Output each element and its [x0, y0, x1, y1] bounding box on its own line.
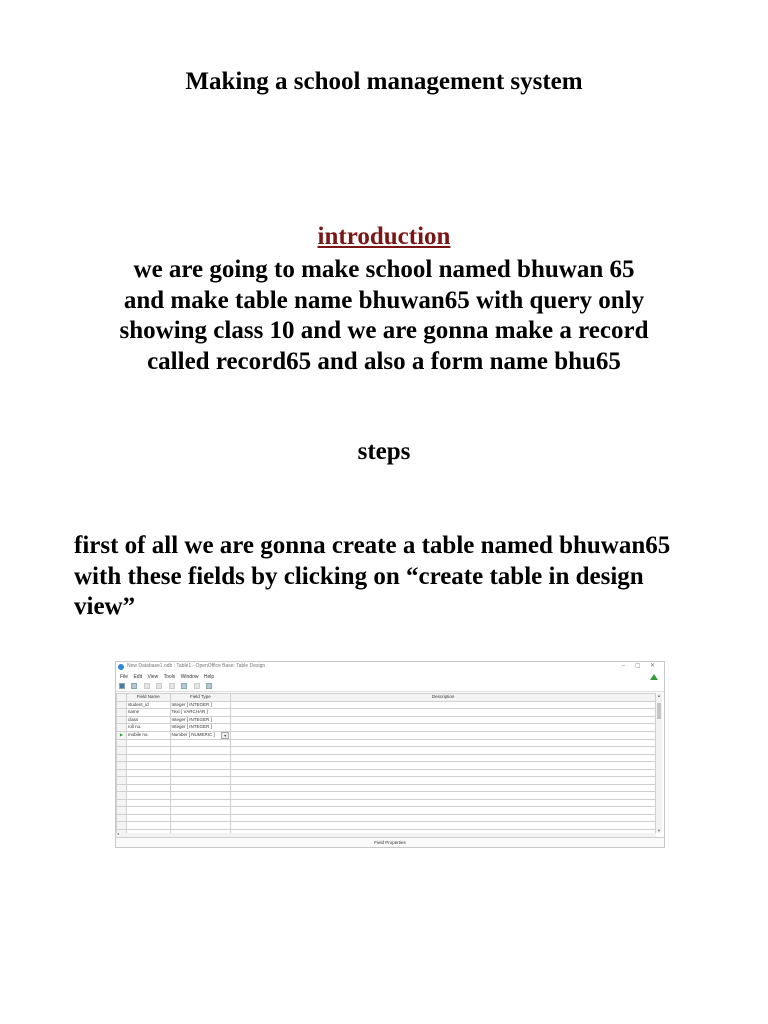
table-row[interactable] — [117, 709, 656, 717]
field-type-cell[interactable] — [170, 799, 231, 807]
field-name-cell[interactable]: roll no. — [126, 724, 170, 732]
scroll-left-icon[interactable]: ◂ — [117, 831, 120, 836]
description-cell[interactable] — [231, 716, 656, 724]
table-row[interactable] — [117, 769, 656, 777]
field-type-cell[interactable]: Integer [ INTEGER ] — [170, 724, 231, 732]
row-selector[interactable] — [117, 807, 127, 815]
intro-line: called record65 and also a form name bhu65 — [147, 347, 621, 375]
row-selector[interactable] — [117, 762, 127, 770]
row-selector[interactable] — [117, 701, 127, 709]
minimize-icon[interactable]: – — [621, 663, 625, 669]
introduction-heading: introduction — [317, 223, 451, 250]
menu-window[interactable]: Window — [180, 674, 199, 680]
table-row[interactable] — [117, 762, 656, 770]
row-selector[interactable] — [117, 784, 127, 792]
table-row[interactable] — [117, 747, 656, 755]
field-type-value: Number [ NUMERIC ] — [171, 731, 215, 737]
field-type-cell[interactable] — [170, 747, 231, 755]
field-type-cell[interactable] — [170, 777, 231, 785]
row-selector[interactable] — [117, 769, 127, 777]
row-selector[interactable] — [117, 724, 127, 732]
description-cell[interactable] — [231, 807, 656, 815]
field-name-cell[interactable] — [126, 799, 170, 807]
row-header-corner — [117, 694, 127, 702]
field-name-cell[interactable] — [126, 747, 170, 755]
menu-help[interactable]: Help — [203, 674, 215, 680]
toolbar — [116, 682, 664, 692]
field-name-cell[interactable]: class — [126, 716, 170, 724]
intro-line: showing class 10 and we are gonna make a record — [119, 317, 649, 344]
description-cell[interactable] — [231, 724, 656, 732]
table-row[interactable] — [117, 784, 656, 792]
cut-icon[interactable] — [144, 683, 150, 689]
row-selector[interactable] — [117, 792, 127, 800]
field-type-cell[interactable] — [170, 731, 231, 739]
description-cell[interactable] — [231, 747, 656, 755]
table-row[interactable] — [117, 724, 656, 732]
app-status-icon — [650, 674, 658, 680]
table-row[interactable] — [117, 799, 656, 807]
description-cell[interactable] — [231, 777, 656, 785]
description-cell[interactable] — [231, 731, 656, 739]
field-type-cell[interactable]: Integer [ INTEGER ] — [170, 716, 231, 724]
intro-line: and make table name bhuwan65 with query only — [123, 286, 645, 314]
field-name-cell[interactable] — [126, 754, 170, 762]
steps-body — [74, 531, 694, 623]
row-selector[interactable] — [117, 709, 127, 717]
table-row[interactable] — [117, 807, 656, 815]
window-title: New Database1.odb : Table1 - OpenOffice Base: Table Design — [127, 663, 266, 669]
field-name-cell[interactable] — [126, 784, 170, 792]
description-cell[interactable] — [231, 701, 656, 709]
field-name-cell[interactable]: student_id — [126, 701, 170, 709]
steps-paragraph: first of all we are gonna create a table named bhuwan65 — [74, 532, 671, 559]
menu-tools[interactable]: Tools — [163, 674, 176, 680]
field-type-cell[interactable] — [170, 784, 231, 792]
table-row[interactable] — [117, 792, 656, 800]
description-cell[interactable] — [231, 814, 656, 822]
row-selector[interactable] — [117, 747, 127, 755]
description-cell[interactable] — [231, 784, 656, 792]
table-row[interactable] — [117, 754, 656, 762]
field-type-cell[interactable] — [170, 814, 231, 822]
field-type-cell[interactable]: Text [ VARCHAR ] — [170, 709, 231, 717]
menu-file[interactable]: File — [120, 674, 129, 680]
field-type-cell[interactable] — [170, 769, 231, 777]
scrollbar-thumb[interactable] — [657, 703, 661, 719]
save-icon[interactable] — [119, 683, 125, 689]
field-type-cell[interactable] — [170, 822, 231, 830]
description-cell[interactable] — [231, 799, 656, 807]
field-name-cell[interactable]: name — [126, 709, 170, 717]
maximize-icon[interactable]: ▢ — [634, 663, 641, 669]
table-row[interactable] — [117, 814, 656, 822]
field-name-cell[interactable] — [126, 769, 170, 777]
steps-heading: steps — [357, 438, 411, 465]
table-row[interactable] — [117, 701, 656, 709]
field-name-cell[interactable] — [126, 777, 170, 785]
row-selector[interactable] — [117, 754, 127, 762]
copy-icon[interactable] — [156, 683, 162, 689]
edit-icon[interactable] — [131, 683, 137, 689]
row-selector[interactable] — [117, 716, 127, 724]
field-type-cell[interactable] — [170, 792, 231, 800]
column-header-description[interactable]: Description — [231, 694, 656, 702]
field-name-cell[interactable] — [126, 792, 170, 800]
chevron-down-icon[interactable]: ▾ — [221, 732, 229, 739]
table-design-screenshot — [115, 661, 665, 848]
active-row-indicator-icon[interactable]: ▶ — [117, 731, 127, 739]
field-grid — [116, 693, 656, 833]
field-name-cell[interactable] — [126, 807, 170, 815]
field-name-cell[interactable]: mobile no. — [126, 731, 170, 739]
window-controls — [617, 662, 659, 669]
field-type-cell[interactable] — [170, 754, 231, 762]
row-selector[interactable] — [117, 822, 127, 830]
description-cell[interactable] — [231, 739, 656, 747]
paste-icon[interactable] — [169, 683, 175, 689]
menu-edit[interactable]: Edit — [133, 674, 143, 680]
openoffice-app-icon — [118, 664, 124, 670]
description-cell[interactable] — [231, 762, 656, 770]
description-cell[interactable] — [231, 709, 656, 717]
table-row-active[interactable] — [117, 731, 656, 739]
table-row[interactable] — [117, 822, 656, 830]
window-titlebar — [116, 662, 664, 673]
field-type-cell[interactable] — [170, 762, 231, 770]
menu-view[interactable]: View — [147, 674, 159, 680]
description-cell[interactable] — [231, 769, 656, 777]
field-name-cell[interactable] — [126, 762, 170, 770]
close-icon[interactable]: ✕ — [649, 663, 656, 669]
column-header-field-type[interactable]: Field Type — [170, 694, 231, 702]
field-properties-header: Field Properties — [116, 837, 664, 847]
description-cell[interactable] — [231, 792, 656, 800]
scroll-down-icon[interactable]: ▼ — [657, 828, 661, 833]
field-type-cell[interactable] — [170, 739, 231, 747]
steps-paragraph: with these fields by clicking on “create table in design view” — [74, 562, 644, 620]
table-row[interactable] — [117, 716, 656, 724]
vertical-scrollbar[interactable] — [656, 693, 662, 833]
intro-line: we are going to make school named bhuwan 65 — [133, 256, 635, 283]
table-row[interactable] — [117, 739, 656, 747]
scroll-up-icon[interactable]: ▲ — [657, 693, 661, 698]
field-type-cell[interactable] — [170, 807, 231, 815]
row-selector[interactable] — [117, 814, 127, 822]
description-cell[interactable] — [231, 754, 656, 762]
row-selector[interactable] — [117, 739, 127, 747]
menu-bar — [116, 673, 664, 682]
redo-icon[interactable] — [194, 683, 200, 689]
introduction-body — [70, 255, 698, 377]
undo-icon[interactable] — [181, 683, 187, 689]
column-header-field-name[interactable]: Field Name — [126, 694, 170, 702]
field-type-cell[interactable]: Integer [ INTEGER ] — [170, 701, 231, 709]
table-row[interactable] — [117, 777, 656, 785]
primary-key-icon[interactable] — [206, 683, 212, 689]
page-title: Making a school management system — [185, 68, 583, 95]
field-name-cell[interactable] — [126, 822, 170, 830]
row-selector[interactable] — [117, 799, 127, 807]
field-name-cell[interactable] — [126, 739, 170, 747]
field-name-cell[interactable] — [126, 814, 170, 822]
row-selector[interactable] — [117, 777, 127, 785]
description-cell[interactable] — [231, 822, 656, 830]
